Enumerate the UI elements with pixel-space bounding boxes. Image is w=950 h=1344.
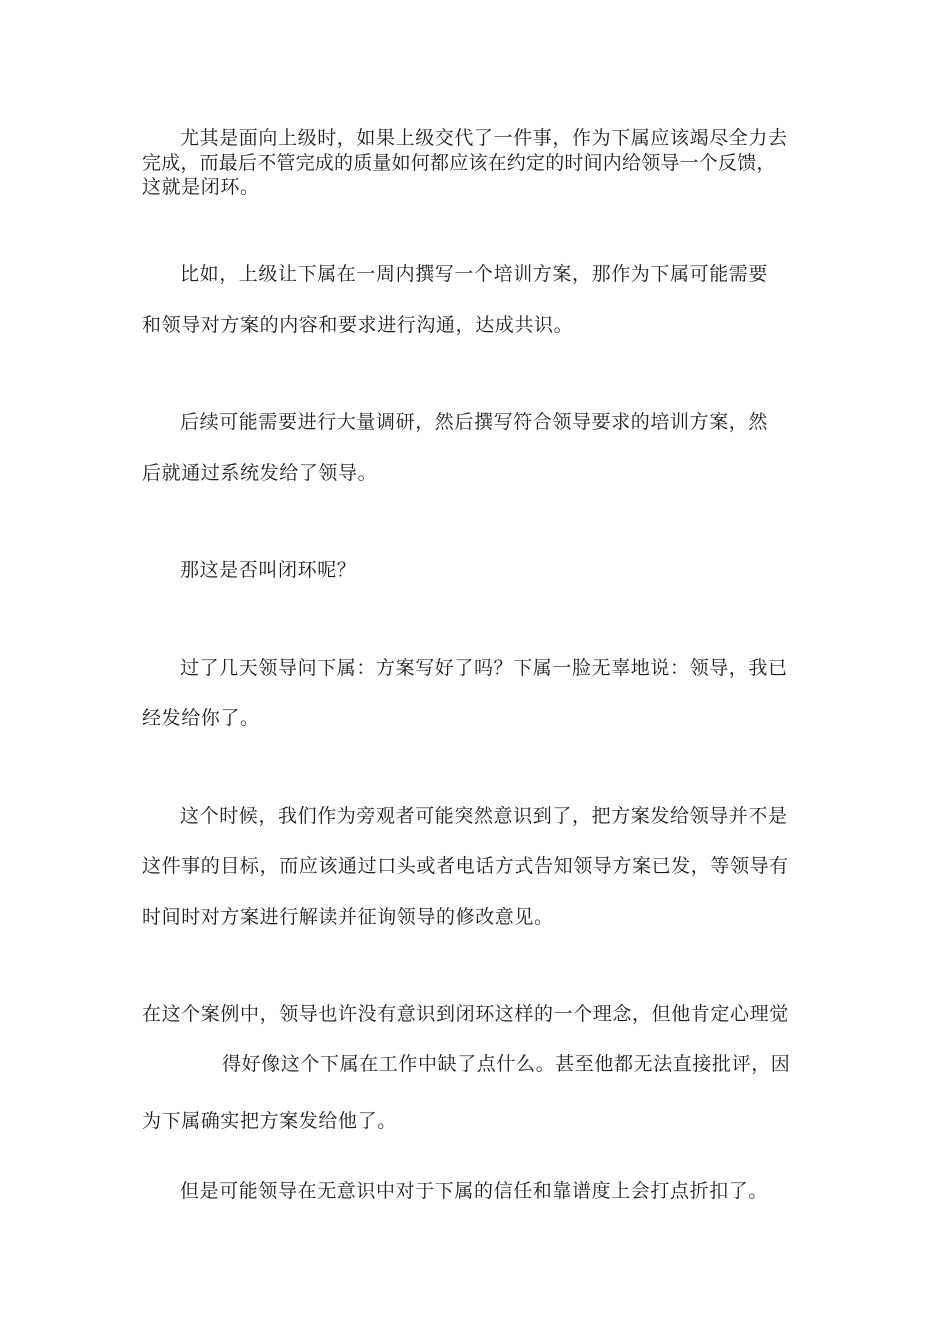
paragraph-1-line-2: 完成，而最后不管完成的质量如何都应该在约定的时间内给领导一个反馈，	[142, 152, 776, 174]
paragraph-7-line-3: 为下属确实把方案发给他了。	[142, 1110, 397, 1132]
paragraph-5-line-2: 经发给你了。	[142, 707, 260, 729]
paragraph-4-line-1: 那这是否叫闭环呢？	[180, 559, 357, 581]
paragraph-6-line-1: 这个时候，我们作为旁观者可能突然意识到了，把方案发给领导并不是	[180, 805, 788, 827]
paragraph-2-line-1: 比如，上级让下属在一周内撰写一个培训方案，那作为下属可能需要	[180, 263, 769, 285]
paragraph-5-line-1: 过了几天领导问下属：方案写好了吗？下属一脸无辜地说：领导，我已	[180, 657, 788, 679]
paragraph-7-line-1: 在这个案例中，领导也许没有意识到闭环这样的一个理念，但他肯定心理觉	[142, 1003, 789, 1025]
paragraph-8-line-1: 但是可能领导在无意识中对于下属的信任和靠谱度上会打点折扣了。	[180, 1180, 769, 1202]
paragraph-7-line-2: 得好像这个下属在工作中缺了点什么。甚至他都无法直接批评，因	[222, 1053, 791, 1075]
paragraph-6-line-2: 这件事的目标，而应该通过口头或者电话方式告知领导方案已发，等领导有	[142, 855, 789, 877]
paragraph-3-line-2: 后就通过系统发给了领导。	[142, 462, 378, 484]
paragraph-3-line-1: 后续可能需要进行大量调研，然后撰写符合领导要求的培训方案，然	[180, 411, 769, 433]
paragraph-2-line-2: 和领导对方案的内容和要求进行沟通，达成共识。	[142, 314, 574, 336]
paragraph-6-line-3: 时间时对方案进行解读并征询领导的修改意见。	[142, 906, 554, 928]
paragraph-1-line-3: 这就是闭环。	[142, 176, 260, 198]
paragraph-1-line-1: 尤其是面向上级时，如果上级交代了一件事，作为下属应该竭尽全力去	[180, 127, 788, 149]
